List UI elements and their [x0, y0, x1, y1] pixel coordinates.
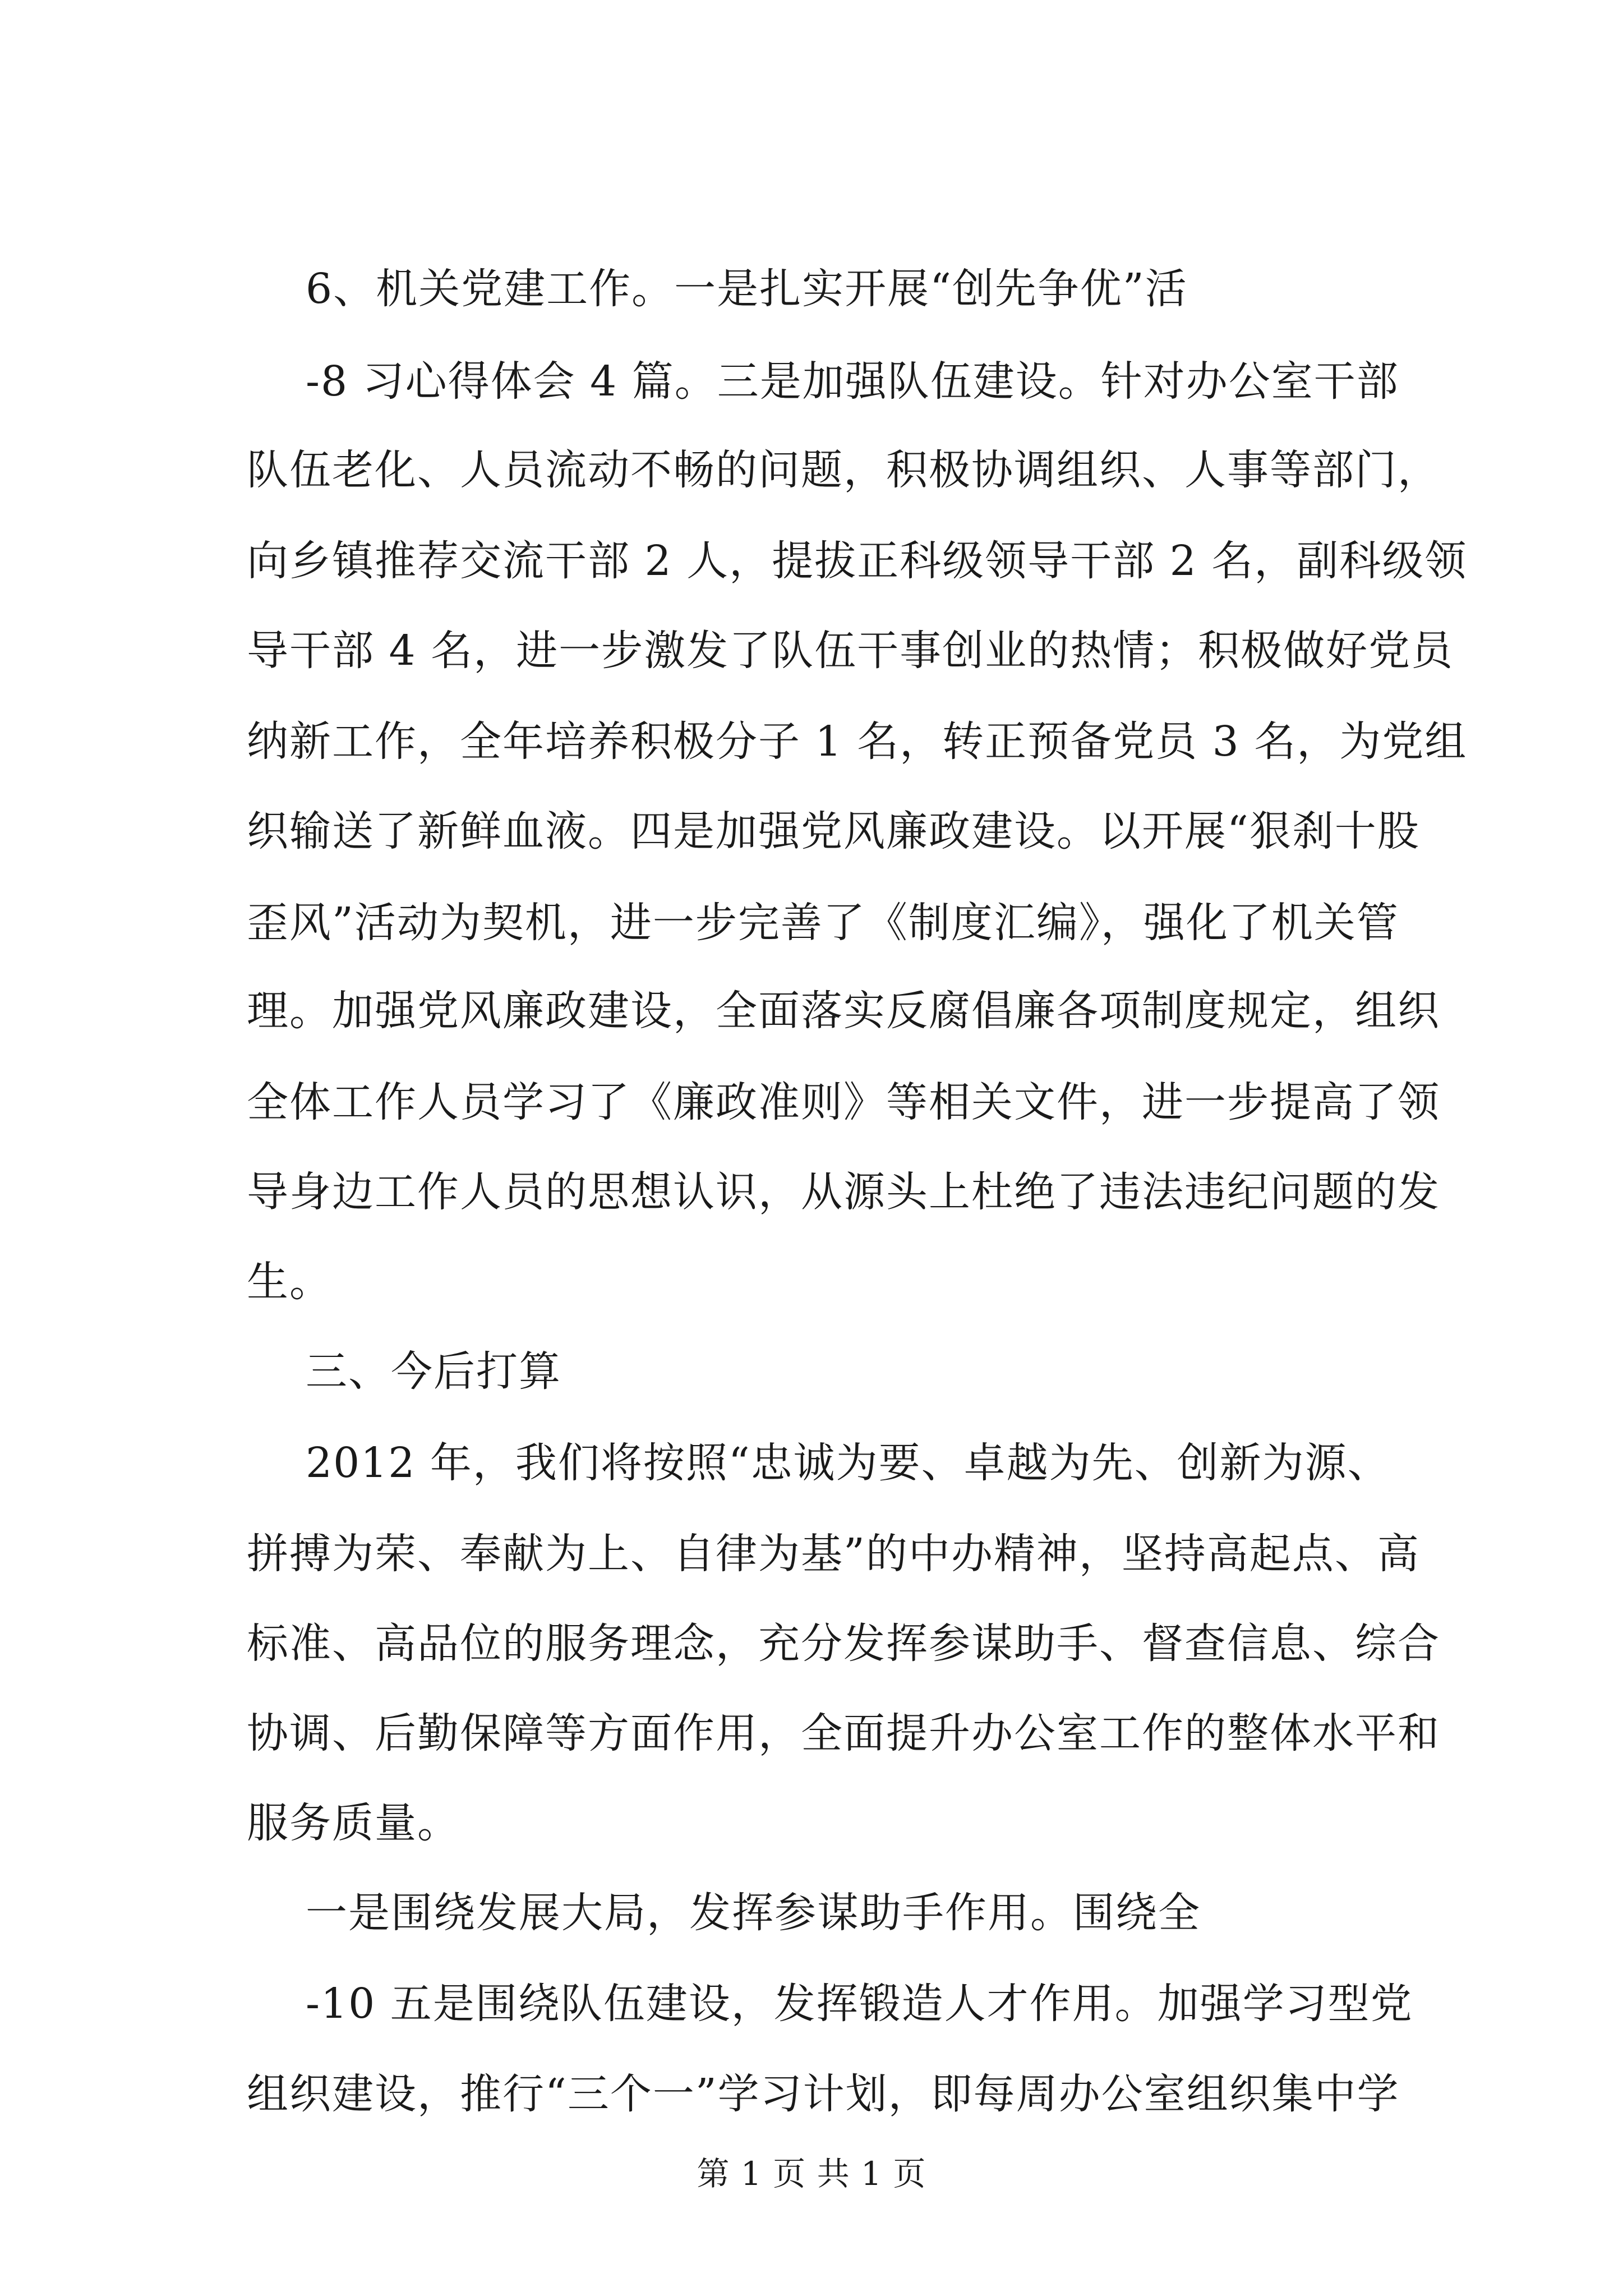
paragraph-line-19: 一是围绕发展大局，发挥参谋助手作用。围绕全	[306, 1889, 1201, 1937]
paragraph-line-8: 歪风”活动为契机，进一步完善了《制度汇编》，强化了机关管	[247, 899, 1399, 947]
paragraph-line-7: 织输送了新鲜血液。四是加强党风廉政建设。以开展“狠刹十股	[247, 807, 1420, 855]
paragraph-line-10: 全体工作人员学习了《廉政准则》等相关文件，进一步提高了领	[247, 1078, 1440, 1126]
paragraph-line-9: 理。加强党风廉政建设，全面落实反腐倡廉各项制度规定，组织	[247, 987, 1440, 1035]
paragraph-line-12: 生。	[247, 1258, 332, 1306]
section-heading: 三、今后打算	[306, 1347, 561, 1396]
paragraph-line-1: 6、机关党建工作。一是扎实开展“创先争优”活	[306, 265, 1188, 313]
paragraph-line-21: 组织建设，推行“三个一”学习计划，即每周办公室组织集中学	[247, 2070, 1400, 2118]
paragraph-line-14: 2012 年，我们将按照“忠诚为要、卓越为先、创新为源、	[306, 1439, 1390, 1487]
paragraph-line-2: -8 习心得体会 4 篇。三是加强队伍建设。针对办公室干部	[306, 357, 1399, 406]
paragraph-line-16: 标准、高品位的服务理念，充分发挥参谋助手、督查信息、综合	[247, 1619, 1440, 1668]
paragraph-line-11: 导身边工作人员的思想认识，从源头上杜绝了违法违纪问题的发	[247, 1168, 1440, 1216]
paragraph-line-15: 拼搏为荣、奉献为上、自律为基”的中办精神，坚持高起点、高	[247, 1530, 1420, 1578]
paragraph-line-5: 导干部 4 名，进一步激发了队伍干事创业的热情；积极做好党员	[247, 627, 1454, 675]
paragraph-line-6: 纳新工作，全年培养积极分子 1 名，转正预备党员 3 名，为党组	[247, 717, 1468, 766]
paragraph-line-20: -10 五是围绕队伍建设，发挥锻造人才作用。加强学习型党	[306, 1980, 1413, 2028]
paragraph-line-17: 协调、后勤保障等方面作用，全面提升办公室工作的整体水平和	[247, 1709, 1440, 1757]
paragraph-line-18: 服务质量。	[247, 1799, 460, 1847]
page-footer: 第 1 页 共 1 页	[697, 2155, 926, 2193]
paragraph-line-4: 向乡镇推荐交流干部 2 人，提拔正科级领导干部 2 名，副科级领	[247, 537, 1468, 585]
paragraph-line-3: 队伍老化、人员流动不畅的问题，积极协调组织、人事等部门，	[247, 446, 1440, 494]
